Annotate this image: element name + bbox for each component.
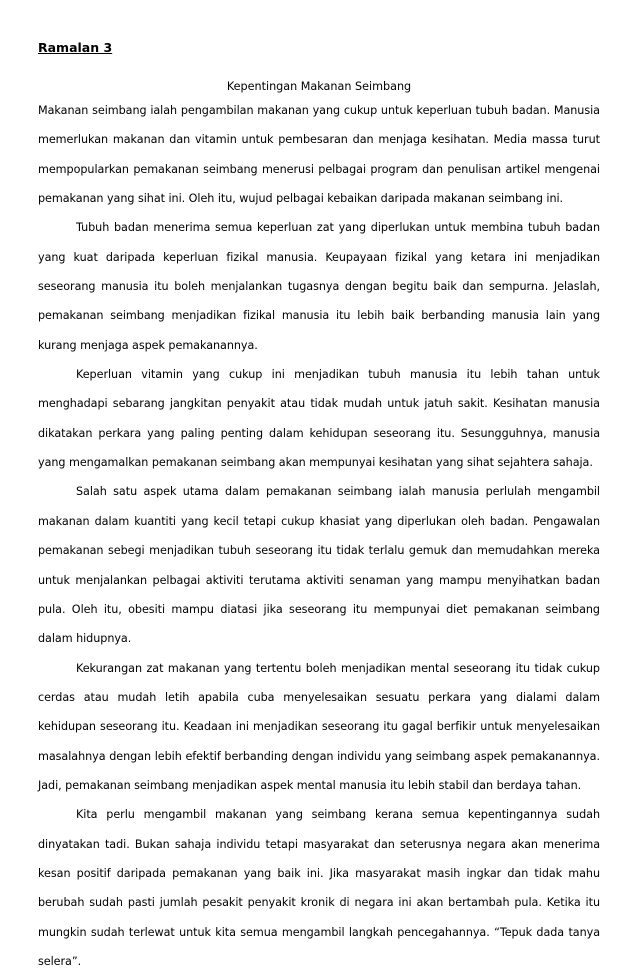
essay-body [38,96,600,976]
paragraph-mental: Kekurangan zat makanan yang tertentu boleh menjadikan mental seseorang itu tidak cukup cerdas atau mudah letih apabila cuba menyelesaikan sesuatu perkara yang dialami dalam kehidupan seseorang itu. Keadaan ini menjadikan seseorang itu gagal berfikir untuk menyelesaikan masalahnya dengan lebih efektif berbanding dengan individu yang seimbang aspek pemakanannya. Jadi, pemakanan seimbang menjadikan aspek mental manusia itu lebih stabil dan berdaya tahan. [38,661,600,792]
paragraph-conclusion: Kita perlu mengambil makanan yang seimbang kerana semua kepentingannya sudah dinyatakan tadi. Bukan sahaja individu tetapi masyarakat dan seterusnya negara akan menerima kesan positif daripada pemakanan yang baik ini. Jika masyarakat masih ingkar dan tidak mahu berubah sudah pasti jumlah pesakit penyakit kronik di negara ini akan bertambah pula. Ketika itu mungkin sudah terlewat untuk kita semua mengambil langkah pencegahannya. “Tepuk dada tanya selera”. [38,808,600,968]
essay-label: Ramalan 3 [38,40,113,55]
essay-title: Kepentingan Makanan Seimbang [226,80,412,93]
paragraph-physical: Tubuh badan menerima semua keperluan zat yang diperlukan untuk membina tubuh badan yang kuat daripada keperluan fizikal manusia. Keupayaan fizikal yang ketara ini menjadikan seseorang manusia itu boleh menjalankan tugasnya dengan begitu baik dan sempurna. Jelaslah, pemakanan seimbang menjadikan fizikal manusia itu lebih baik berbanding manusia lain yang kurang menjaga aspek pemakanannya. [38,221,600,352]
paragraph-health: Keperluan vitamin yang cukup ini menjadikan tubuh manusia itu lebih tahan untuk menghadapi sebarang jangkitan penyakit atau tidak mudah untuk jatuh sakit. Kesihatan manusia dikatakan perkara yang paling penting dalam kehidupan seseorang itu. Sesungguhnya, manusia yang mengamalkan pemakanan seimbang akan mempunyai kesihatan yang sihat sejahtera sahaja. [38,368,600,470]
paragraph-quantity: Salah satu aspek utama dalam pemakanan seimbang ialah manusia perlulah mengambil makanan dalam kuantiti yang kecil tetapi cukup khasiat yang diperlukan oleh badan. Pengawalan pemakanan sebegi menjadikan tubuh seseorang itu tidak terlalu gemuk dan memudahkan mereka untuk menjalankan pelbagai aktiviti terutama aktiviti senaman yang mampu menyihatkan badan pula. Oleh itu, obesiti mampu diatasi jika seseorang itu mempunyai diet pemakanan seimbang dalam hidupnya. [38,485,600,646]
paragraph-introduction: Makanan seimbang ialah pengambilan makanan yang cukup untuk keperluan tubuh badan. Manusia memerlukan makanan dan vitamin untuk pembesaran dan menjaga kesihatan. Media massa turut mempopularkan pemakanan seimbang menerusi pelbagai program dan penulisan artikel mengenai pemakanan yang sihat ini. Oleh itu, wujud pelbagai kebaikan daripada makanan seimbang ini. [38,104,600,206]
